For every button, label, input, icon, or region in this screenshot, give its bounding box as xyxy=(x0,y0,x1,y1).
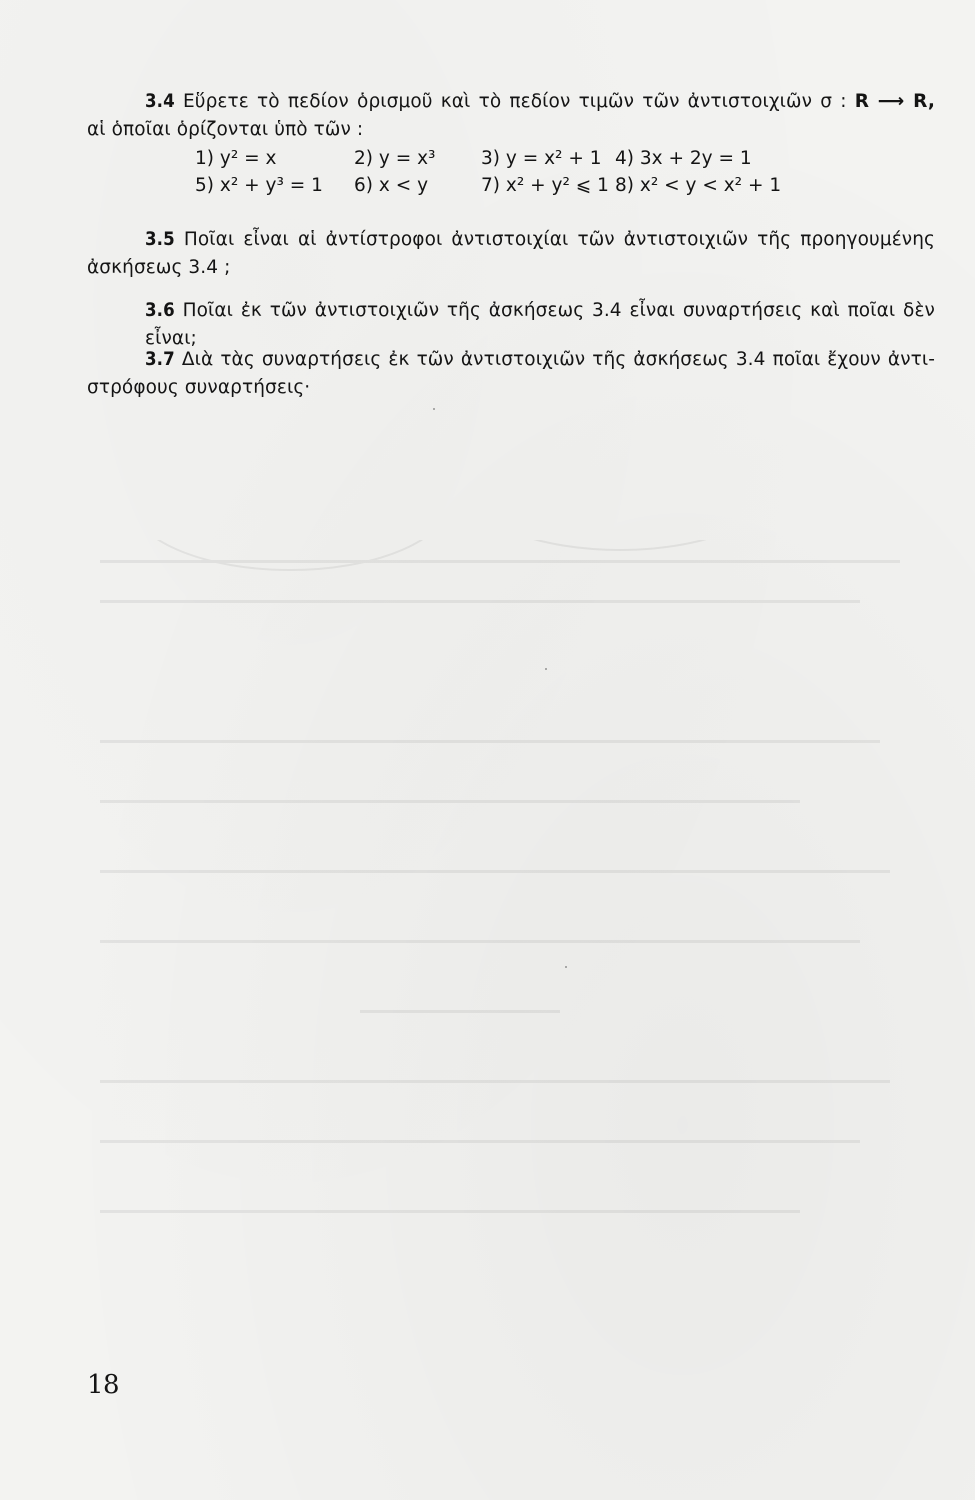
exercise-3-7-line-1 xyxy=(87,346,935,374)
exercise-3-6-text: Ποῖαι ἐκ τῶν ἀντιστοιχιῶν τῆς ἀσκήσεως 3.4 εἶναι συναρτήσεις καὶ ποῖαι δὲν εἶναι; xyxy=(145,300,935,349)
bleed-through-sketch xyxy=(60,540,960,1260)
exercise-3-6 xyxy=(87,297,935,353)
exercise-3-4-line-2: αἱ ὁποῖαι ὁρίζονται ὑπὸ τῶν : xyxy=(87,119,364,140)
equation-7: 7) x² + y² ⩽ 1 xyxy=(481,175,609,196)
equation-4: 4) 3x + 2y = 1 xyxy=(615,148,752,169)
equation-1: 1) y² = x xyxy=(195,148,277,169)
equation-6: 6) x < y xyxy=(354,175,429,196)
print-speck xyxy=(565,966,567,968)
exercise-number: 3.7 xyxy=(145,349,175,370)
equation-2: 2) y = x³ xyxy=(354,148,436,169)
exercise-3-4 xyxy=(87,88,935,144)
exercise-3-5 xyxy=(87,226,935,282)
exercise-3-4-line-1 xyxy=(87,88,935,116)
equation-8: 8) x² < y < x² + 1 xyxy=(615,175,782,196)
exercise-number: 3.6 xyxy=(145,300,175,321)
page-number: 18 xyxy=(87,1370,120,1400)
exercise-3-7-text: Διὰ τὰς συναρτήσεις ἐκ τῶν ἀντιστοιχιῶν τῆς ἀσκήσεως 3.4 ποῖαι ἔχουν ἀντι- xyxy=(181,349,936,370)
exercise-3-4-text: Εὕρετε τὸ πεδίον ὁρισμοῦ καὶ τὸ πεδίον τιμῶν τῶν ἀντιστοιχιῶν σ : xyxy=(182,91,855,112)
exercise-number: 3.4 xyxy=(145,91,175,112)
exercise-3-7-line-2: στρόφους συναρτήσεις· xyxy=(87,377,311,398)
print-speck xyxy=(545,668,547,670)
exercise-3-7 xyxy=(87,346,935,402)
equation-5: 5) x² + y³ = 1 xyxy=(195,175,323,196)
exercise-3-5-text: Ποῖαι εἶναι αἱ ἀντίστροφοι ἀντιστοιχίαι τῶν ἀντιστοιχιῶν τῆς προηγουμένης xyxy=(183,229,936,250)
print-speck xyxy=(433,408,435,410)
exercise-number: 3.5 xyxy=(145,229,175,250)
mapping-notation: R ⟶ R, xyxy=(854,91,935,112)
equation-3: 3) y = x² + 1 xyxy=(481,148,602,169)
exercise-3-6-line-1 xyxy=(87,297,935,353)
exercise-3-5-line-2: ἀσκήσεως 3.4 ; xyxy=(87,257,231,278)
exercise-3-5-line-1 xyxy=(87,226,935,254)
